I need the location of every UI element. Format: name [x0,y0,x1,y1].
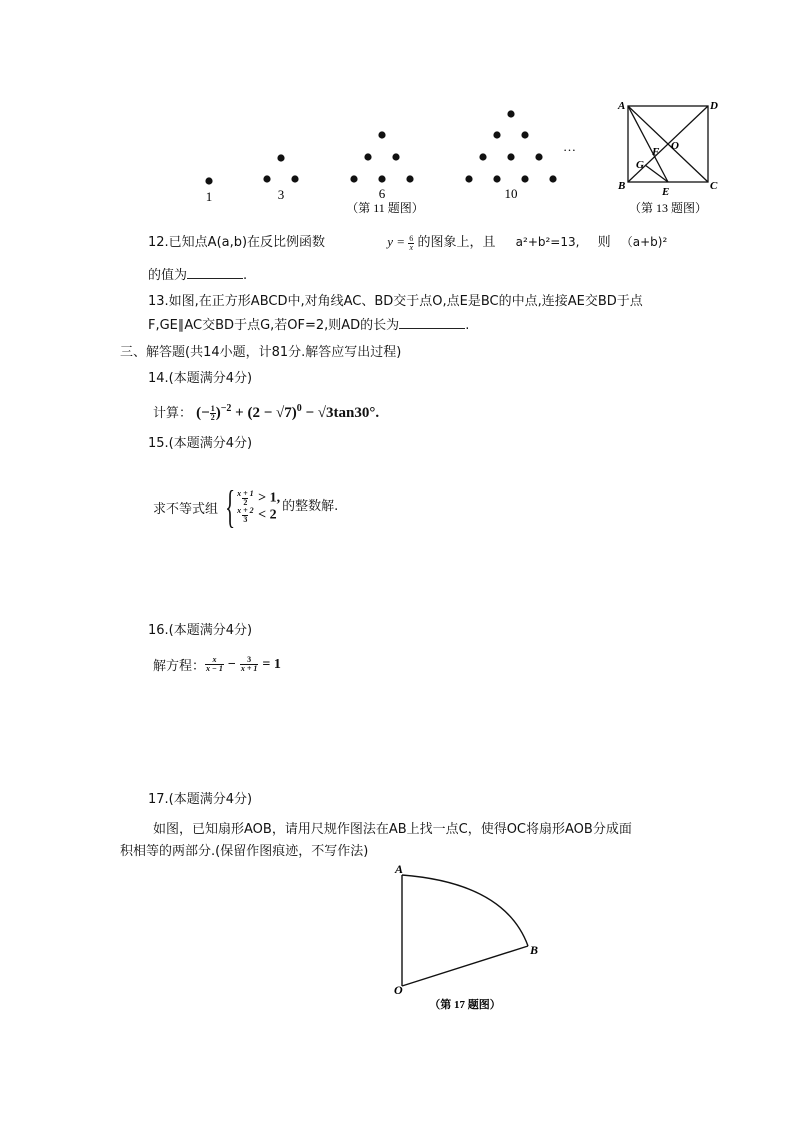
q14-expr-d: − √3tan30°. [305,405,380,421]
q17-line2: 积相等的两部分.(保留作图痕迹，不写作法) [120,844,369,859]
q15-system [153,481,339,532]
q12-func-den: x [409,242,414,252]
label-1: 1 [205,189,213,204]
point-o: O [671,140,679,152]
section-3-heading: 三、解答题(共14小题，计81分.解答应写出过程) [120,345,402,360]
point-g: G [636,159,644,171]
label-3: 3 [277,187,285,202]
q13-line2 [148,314,469,333]
q12-then: 则 [597,235,611,250]
q12-mid: 的图象上，且 [417,235,496,250]
q14-expr-c: + (2 − √7) [235,405,297,421]
q17-line1: 如图，已知扇形AOB，请用尺规作图法在AB上找一点C，使得OC将扇形AOB分成面 [153,822,632,837]
q16-rhs: = 1 [262,656,281,672]
point-a: A [395,862,404,876]
q12-line1 [148,231,667,252]
q16-f1-num: x [212,655,217,664]
q16-f2-den: x + 1 [240,664,258,673]
q12-answer-prompt: 的值为 [148,268,188,283]
caption-fig13: （第 13 题图） [628,201,708,215]
q14-expr-a: (− [196,405,210,421]
point-b: B [530,943,539,957]
ellipsis: … [563,139,576,154]
figure-13 [610,95,730,220]
q14-frac-num: 1 [210,404,215,414]
q13-answer-blank[interactable] [399,316,465,329]
q12-expr: （a+b)² [620,235,668,249]
q14-frac-den: 2 [210,413,215,423]
q12-text: 12.已知点A(a,b)在反比例函数 [148,235,326,250]
point-a: A [618,100,626,112]
q14-expr-b: ) [215,405,221,421]
q14-title: 14.(本题满分4分) [148,371,253,386]
point-o: O [394,983,403,997]
sector-aob [402,875,528,986]
label-10: 10 [504,186,518,201]
q16-minus: − [227,656,236,672]
q14-math [196,405,379,421]
q16-math [205,656,281,673]
point-d: D [710,100,718,112]
q15-suffix: 的整数解. [282,498,339,514]
q16-f1-den: x − 1 [206,664,223,673]
label-6: 6 [378,186,386,201]
q13-line1: 13.如图,在正方形ABCD中,对角线AC、BD交于点O,点E是BC的中点,连接AE交BD于点 [148,294,643,309]
q14-prefix: 计算： [153,406,193,421]
q16-prefix: 解方程： [153,659,206,674]
q15-brace: { [225,481,236,532]
q16-title: 16.(本题满分4分) [148,623,253,638]
q15-ineq2-num: x + 2 [237,506,254,515]
q12-func-lhs: y = [387,234,405,249]
q15-ineq2 [236,507,280,524]
q12-function [387,233,417,252]
dot-pattern-1 [205,177,212,184]
dot-pattern-10 [465,110,556,182]
point-c: C [710,180,718,192]
q14-exp1: −2 [220,403,232,414]
q12-condition: a²+b²=13, [515,235,580,249]
q14-expression [153,402,379,422]
q15-ineq2-rhs: < 2 [258,507,277,523]
q16-f2-num: 3 [247,655,252,664]
q15-ineq1 [236,490,280,507]
q12-line2 [148,264,247,283]
point-f: F [652,146,660,158]
q12-end: . [243,268,248,283]
q17-title: 17.(本题满分4分) [148,792,253,807]
dot-pattern-6 [350,131,413,182]
q13-text: F,GE∥AC交BD于点G,若OF=2,则AD的长为 [148,318,400,333]
q15-ineq1-rhs: > 1, [258,490,281,506]
q15-inequalities [236,490,280,524]
caption-fig17: （第 17 题图） [429,999,501,1011]
caption-fig11: （第 11 题图） [346,201,424,215]
q15-ineq1-num: x + 1 [237,489,254,498]
dot-pattern-3 [263,154,298,182]
point-b: B [618,180,626,192]
q15-ineq1-den: 2 [243,498,248,507]
q13-end: . [465,318,470,333]
q15-prefix: 求不等式组 [153,501,219,517]
q16-equation [153,655,281,674]
q15-ineq2-den: 3 [243,515,248,524]
q15-title: 15.(本题满分4分) [148,436,253,451]
q14-exp2: 0 [296,403,302,414]
q12-func-fraction [408,235,414,252]
point-e: E [662,186,670,198]
figure-17 [385,858,545,1018]
q12-answer-blank[interactable] [187,266,243,279]
q12-func-num: 6 [409,233,414,243]
figure-11 [195,100,585,218]
